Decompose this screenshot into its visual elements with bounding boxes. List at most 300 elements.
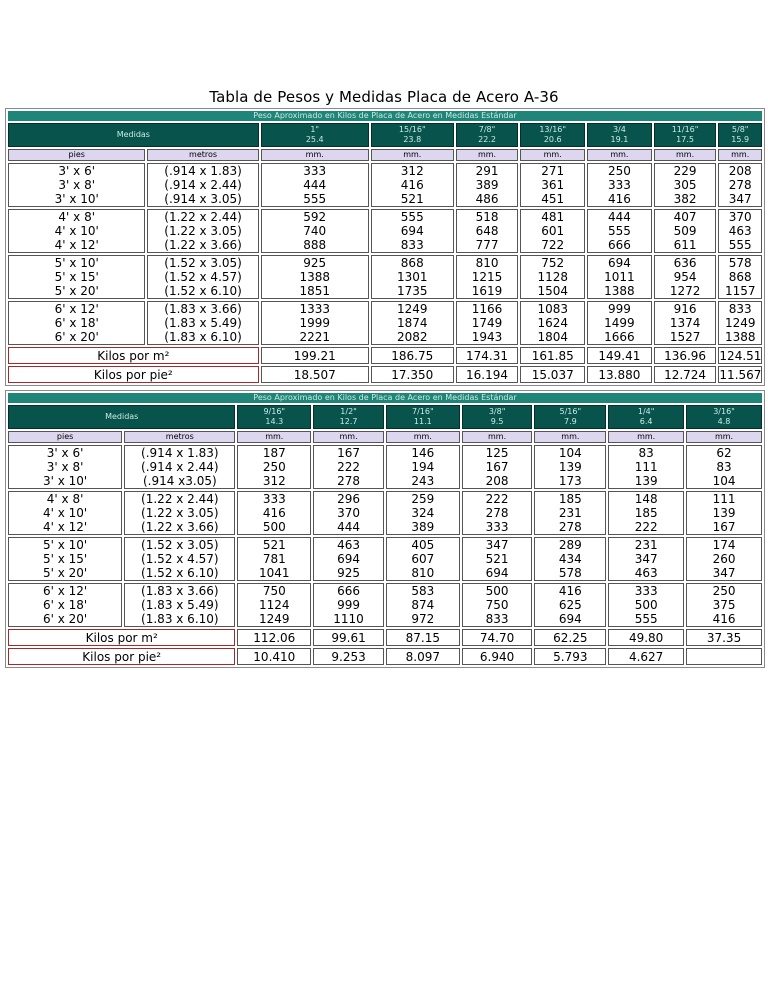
weight-cell bbox=[386, 537, 460, 581]
thickness-header bbox=[587, 123, 652, 147]
pies-value: 5' x 20' bbox=[42, 566, 88, 580]
weight-value: 486 bbox=[475, 192, 499, 206]
unit-label: mm. bbox=[534, 431, 606, 443]
weight-value: 139 bbox=[558, 460, 582, 474]
size-group-row bbox=[8, 583, 762, 627]
weight-value: 500 bbox=[634, 598, 658, 612]
pies-header: pies bbox=[8, 149, 145, 161]
weight-value: 578 bbox=[558, 566, 582, 580]
unit-row bbox=[8, 149, 762, 161]
weight-value: 167 bbox=[485, 460, 509, 474]
weight-value: 521 bbox=[485, 552, 509, 566]
thickness-header bbox=[386, 405, 460, 429]
weight-value: 146 bbox=[411, 446, 435, 460]
metros-value: (1.22 x 2.44) bbox=[141, 492, 219, 506]
metros-value: (1.22 x 3.66) bbox=[141, 520, 219, 534]
weight-value: 333 bbox=[607, 178, 631, 192]
weight-cell bbox=[587, 163, 652, 207]
weight-value: 389 bbox=[411, 520, 435, 534]
pies-value: 6' x 20' bbox=[54, 330, 99, 344]
weight-value: 83 bbox=[638, 446, 654, 460]
weight-value: 382 bbox=[673, 192, 697, 206]
weight-value: 416 bbox=[558, 584, 582, 598]
weight-value: 389 bbox=[475, 178, 499, 192]
thickness-mm: 12.7 bbox=[339, 417, 358, 426]
weight-value: 583 bbox=[411, 584, 435, 598]
weight-value: 416 bbox=[607, 192, 631, 206]
metros-value: (1.22 x 3.66) bbox=[164, 238, 242, 252]
weight-cell bbox=[520, 163, 585, 207]
weight-value: 324 bbox=[411, 506, 435, 520]
thickness-inch: 1/4" bbox=[637, 407, 655, 416]
weight-value: 312 bbox=[400, 164, 424, 178]
weight-value: 2082 bbox=[396, 330, 428, 344]
weight-cell bbox=[237, 583, 311, 627]
weight-value: 521 bbox=[400, 192, 424, 206]
weight-value: 481 bbox=[541, 210, 565, 224]
weight-value: 601 bbox=[541, 224, 565, 238]
weight-cell bbox=[237, 491, 311, 535]
weight-value: 278 bbox=[337, 474, 361, 488]
weight-value: 250 bbox=[607, 164, 631, 178]
weight-cell bbox=[520, 209, 585, 253]
kilos-m2-value: 112.06 bbox=[237, 629, 311, 646]
pies-value: 3' x 10' bbox=[42, 474, 88, 488]
weight-cell bbox=[261, 301, 369, 345]
thickness-mm: 20.6 bbox=[543, 135, 562, 144]
table-caption: Peso Aproximado en Kilos de Placa de Acero en Medidas Estándar bbox=[8, 393, 762, 403]
weight-value: 611 bbox=[673, 238, 697, 252]
thickness-mm: 22.2 bbox=[478, 135, 496, 144]
thickness-mm: 7.9 bbox=[563, 417, 577, 426]
kilos-m2-value: 49.80 bbox=[608, 629, 684, 646]
weight-value: 694 bbox=[558, 612, 582, 626]
weight-cell bbox=[534, 491, 606, 535]
kilos-pie2-value: 9.253 bbox=[313, 648, 384, 665]
unit-label: mm. bbox=[456, 149, 519, 161]
weight-value: 500 bbox=[262, 520, 286, 534]
weight-cell bbox=[520, 301, 585, 345]
weight-value: 1619 bbox=[471, 284, 503, 298]
weight-cell bbox=[654, 209, 717, 253]
kilos-m2-value: 87.15 bbox=[386, 629, 460, 646]
weight-value: 1157 bbox=[724, 284, 756, 298]
weight-value: 125 bbox=[485, 446, 509, 460]
pies-value: 4' x 10' bbox=[42, 506, 88, 520]
size-group-row bbox=[8, 445, 762, 489]
weight-value: 666 bbox=[607, 238, 631, 252]
kilos-pie2-value: 18.507 bbox=[261, 366, 369, 383]
pies-value: 3' x 8' bbox=[46, 460, 84, 474]
weight-value: 1749 bbox=[471, 316, 503, 330]
weight-value: 1249 bbox=[259, 612, 290, 626]
metros-value: (1.83 x 5.49) bbox=[164, 316, 242, 330]
table-caption: Peso Aproximado en Kilos de Placa de Acero en Medidas Estándar bbox=[8, 111, 762, 121]
thickness-inch: 1/2" bbox=[340, 407, 357, 416]
weight-value: 781 bbox=[262, 552, 286, 566]
pies-header: pies bbox=[8, 431, 122, 443]
weight-value: 111 bbox=[712, 492, 736, 506]
pies-value: 3' x 10' bbox=[54, 192, 99, 206]
weight-value: 2221 bbox=[299, 330, 330, 344]
kilos-m2-value: 161.85 bbox=[520, 347, 585, 364]
weights-table-2 bbox=[5, 390, 765, 668]
weight-cell bbox=[686, 491, 762, 535]
unit-label: mm. bbox=[587, 149, 652, 161]
pies-value: 5' x 10' bbox=[42, 538, 88, 552]
weight-value: 555 bbox=[607, 224, 631, 238]
unit-label: mm. bbox=[654, 149, 717, 161]
pies-value: 3' x 6' bbox=[46, 446, 84, 460]
unit-label: mm. bbox=[608, 431, 684, 443]
kilos-m2-value: 149.41 bbox=[587, 347, 652, 364]
weight-value: 291 bbox=[475, 164, 499, 178]
thickness-inch: 13/16" bbox=[539, 125, 567, 134]
weight-value: 229 bbox=[673, 164, 697, 178]
weight-value: 187 bbox=[262, 446, 286, 460]
kilos-pie2-value: 11.567 bbox=[719, 367, 762, 382]
pies-cell bbox=[8, 301, 145, 345]
weight-value: 167 bbox=[337, 446, 361, 460]
weight-value: 592 bbox=[303, 210, 327, 224]
pies-value: 4' x 8' bbox=[58, 210, 96, 224]
thickness-inch: 7/8" bbox=[478, 125, 496, 134]
weight-value: 868 bbox=[728, 270, 752, 284]
weight-cell bbox=[386, 445, 460, 489]
weight-value: 416 bbox=[400, 178, 424, 192]
weight-cell bbox=[261, 209, 369, 253]
weight-cell bbox=[686, 583, 762, 627]
weight-value: 463 bbox=[634, 566, 658, 580]
weight-value: 271 bbox=[541, 164, 565, 178]
thickness-mm: 15.9 bbox=[731, 135, 750, 144]
kilos-pie2-value: 5.793 bbox=[534, 648, 606, 665]
weight-cell bbox=[686, 537, 762, 581]
thickness-inch: 5/8" bbox=[731, 125, 749, 134]
weight-value: 1999 bbox=[299, 316, 330, 330]
metros-header: metros bbox=[147, 149, 258, 161]
thickness-inch: 7/16" bbox=[412, 407, 434, 416]
thickness-inch: 5/16" bbox=[559, 407, 582, 416]
weight-cell bbox=[654, 301, 717, 345]
kilos-m2-value: 74.70 bbox=[462, 629, 533, 646]
weight-value: 578 bbox=[728, 256, 752, 270]
weight-value: 694 bbox=[485, 566, 509, 580]
caption-row bbox=[8, 111, 762, 121]
weight-value: 208 bbox=[728, 164, 752, 178]
weight-value: 555 bbox=[303, 192, 327, 206]
weight-value: 289 bbox=[558, 538, 582, 552]
weight-value: 444 bbox=[607, 210, 631, 224]
weights-table-1 bbox=[5, 108, 765, 386]
metros-value: (1.83 x 6.10) bbox=[164, 330, 242, 344]
metros-cell bbox=[147, 255, 258, 299]
weight-value: 111 bbox=[634, 460, 658, 474]
pies-value: 4' x 12' bbox=[42, 520, 88, 534]
pies-cell bbox=[8, 491, 122, 535]
weight-value: 416 bbox=[712, 612, 736, 626]
thickness-mm: 11.1 bbox=[413, 417, 432, 426]
weight-value: 451 bbox=[541, 192, 565, 206]
metros-value: (1.52 x 6.10) bbox=[164, 284, 242, 298]
weight-cell bbox=[686, 445, 762, 489]
weight-value: 500 bbox=[485, 584, 509, 598]
weight-cell bbox=[718, 301, 762, 345]
unit-label: mm. bbox=[686, 431, 762, 443]
pies-cell bbox=[8, 255, 145, 299]
metros-value: (1.52 x 4.57) bbox=[164, 270, 242, 284]
kilos-m2-value: 99.61 bbox=[313, 629, 384, 646]
weight-value: 173 bbox=[558, 474, 582, 488]
weight-value: 104 bbox=[712, 474, 736, 488]
metros-cell bbox=[124, 583, 235, 627]
weight-value: 444 bbox=[337, 520, 361, 534]
header-row bbox=[8, 123, 762, 147]
kilos-m2-value: 199.21 bbox=[261, 347, 369, 364]
weight-cell bbox=[386, 491, 460, 535]
weight-cell bbox=[462, 583, 533, 627]
kilos-pie2-value: 8.097 bbox=[386, 648, 460, 665]
thickness-mm: 17.5 bbox=[676, 135, 694, 144]
weight-value: 405 bbox=[411, 538, 435, 552]
thickness-header bbox=[608, 405, 684, 429]
kilos-m2-label: Kilos por m² bbox=[8, 347, 259, 364]
pies-cell bbox=[8, 445, 122, 489]
weight-value: 972 bbox=[411, 612, 435, 626]
weight-value: 1011 bbox=[604, 270, 635, 284]
thickness-inch: 3/4 bbox=[612, 125, 626, 134]
weight-cell bbox=[313, 491, 384, 535]
weight-value: 1388 bbox=[604, 284, 635, 298]
thickness-mm: 14.3 bbox=[265, 417, 284, 426]
weight-value: 555 bbox=[634, 612, 658, 626]
weight-value: 347 bbox=[728, 192, 752, 206]
kilos-pie2-value bbox=[686, 648, 762, 665]
weight-cell bbox=[587, 301, 652, 345]
weight-value: 231 bbox=[634, 538, 658, 552]
weight-value: 999 bbox=[337, 598, 361, 612]
kilos-m2-value: 37.35 bbox=[686, 629, 762, 646]
metros-cell bbox=[124, 537, 235, 581]
weight-cell bbox=[654, 255, 717, 299]
kilos-pie2-row bbox=[8, 648, 762, 665]
metros-value: (1.52 x 3.05) bbox=[164, 256, 242, 270]
weight-value: 370 bbox=[728, 210, 752, 224]
thickness-mm: 4.8 bbox=[717, 417, 731, 426]
metros-value: (.914 x 1.83) bbox=[141, 446, 219, 460]
thickness-inch: 15/16" bbox=[398, 125, 426, 134]
size-group-row bbox=[8, 255, 762, 299]
weight-value: 208 bbox=[485, 474, 509, 488]
weight-value: 925 bbox=[303, 256, 327, 270]
weight-cell bbox=[386, 583, 460, 627]
weight-cell bbox=[456, 301, 519, 345]
kilos-m2-label: Kilos por m² bbox=[8, 629, 235, 646]
kilos-m2-row bbox=[8, 347, 762, 364]
thickness-header bbox=[313, 405, 384, 429]
weight-value: 1272 bbox=[669, 284, 701, 298]
weight-cell bbox=[371, 209, 454, 253]
weight-value: 750 bbox=[262, 584, 286, 598]
weight-value: 694 bbox=[337, 552, 361, 566]
kilos-pie2-value: 6.940 bbox=[462, 648, 533, 665]
kilos-m2-value: 62.25 bbox=[534, 629, 606, 646]
thickness-inch: 11/16" bbox=[671, 125, 699, 134]
weight-value: 1215 bbox=[471, 270, 503, 284]
thickness-header bbox=[520, 123, 585, 147]
weight-value: 1527 bbox=[669, 330, 701, 344]
pies-value: 5' x 20' bbox=[54, 284, 99, 298]
thickness-header bbox=[686, 405, 762, 429]
weight-value: 750 bbox=[485, 598, 509, 612]
weight-cell bbox=[718, 209, 762, 253]
unit-label: mm. bbox=[313, 431, 384, 443]
metros-value: (1.22 x 3.05) bbox=[141, 506, 219, 520]
pies-cell bbox=[8, 537, 122, 581]
weight-value: 416 bbox=[262, 506, 286, 520]
unit-label: mm. bbox=[237, 431, 311, 443]
weight-value: 625 bbox=[558, 598, 582, 612]
kilos-pie2-value: 4.627 bbox=[608, 648, 684, 665]
weight-value: 555 bbox=[728, 238, 752, 252]
weight-value: 518 bbox=[475, 210, 499, 224]
metros-header: metros bbox=[124, 431, 235, 443]
metros-value: (1.83 x 3.66) bbox=[164, 302, 242, 316]
thickness-inch: 9/16" bbox=[263, 407, 286, 416]
weight-value: 868 bbox=[400, 256, 424, 270]
weight-value: 296 bbox=[337, 492, 361, 506]
kilos-pie2-row bbox=[8, 366, 762, 383]
thickness-header bbox=[261, 123, 369, 147]
metros-value: (1.22 x 3.05) bbox=[164, 224, 242, 238]
weight-cell bbox=[718, 255, 762, 299]
pies-value: 3' x 6' bbox=[58, 164, 96, 178]
weight-cell bbox=[608, 537, 684, 581]
pies-value: 6' x 18' bbox=[54, 316, 99, 330]
weight-value: 1388 bbox=[724, 330, 756, 344]
pies-cell bbox=[8, 583, 122, 627]
thickness-inch: 1" bbox=[310, 125, 320, 134]
weight-value: 185 bbox=[634, 506, 658, 520]
metros-value: (.914 x3.05) bbox=[142, 474, 217, 488]
metros-value: (1.22 x 2.44) bbox=[164, 210, 242, 224]
kilos-pie2-label: Kilos por pie² bbox=[8, 648, 235, 665]
weight-value: 555 bbox=[400, 210, 424, 224]
weight-value: 260 bbox=[712, 552, 736, 566]
weight-value: 954 bbox=[673, 270, 697, 284]
weight-value: 888 bbox=[303, 238, 327, 252]
weight-cell bbox=[462, 491, 533, 535]
weight-value: 1333 bbox=[299, 302, 330, 316]
weight-value: 1943 bbox=[471, 330, 503, 344]
weight-value: 1041 bbox=[259, 566, 290, 580]
kilos-m2-value: 174.31 bbox=[456, 347, 519, 364]
unit-label: mm. bbox=[261, 149, 369, 161]
pies-value: 5' x 15' bbox=[42, 552, 88, 566]
metros-value: (.914 x 1.83) bbox=[164, 164, 242, 178]
weight-value: 347 bbox=[485, 538, 509, 552]
unit-row bbox=[8, 431, 762, 443]
weight-value: 83 bbox=[716, 460, 732, 474]
kilos-m2-value: 124.51 bbox=[719, 348, 762, 363]
thickness-header bbox=[654, 123, 717, 147]
weight-value: 694 bbox=[607, 256, 631, 270]
pies-value: 6' x 12' bbox=[42, 584, 88, 598]
kilos-pie2-value: 12.724 bbox=[654, 366, 717, 383]
weight-value: 777 bbox=[475, 238, 499, 252]
thickness-mm: 25.4 bbox=[305, 135, 324, 144]
pies-value: 5' x 10' bbox=[54, 256, 99, 270]
weight-value: 278 bbox=[558, 520, 582, 534]
weight-cell bbox=[261, 163, 369, 207]
weight-cell bbox=[456, 209, 519, 253]
kilos-pie2-value: 17.350 bbox=[371, 366, 454, 383]
weight-value: 1388 bbox=[299, 270, 330, 284]
kilos-m2-row bbox=[8, 629, 762, 646]
weight-value: 722 bbox=[541, 238, 565, 252]
weight-value: 509 bbox=[673, 224, 697, 238]
weight-value: 1504 bbox=[537, 284, 568, 298]
caption-row bbox=[8, 393, 762, 403]
weight-value: 250 bbox=[262, 460, 286, 474]
size-group-row bbox=[8, 537, 762, 581]
weight-value: 185 bbox=[558, 492, 582, 506]
weight-value: 1110 bbox=[333, 612, 364, 626]
metros-cell bbox=[147, 209, 258, 253]
weight-cell bbox=[456, 163, 519, 207]
weight-cell bbox=[654, 163, 717, 207]
pies-cell bbox=[8, 209, 145, 253]
medidas-header: Medidas bbox=[8, 405, 235, 429]
weight-value: 222 bbox=[485, 492, 509, 506]
weight-cell bbox=[718, 163, 762, 207]
kilos-pie2-label: Kilos por pie² bbox=[8, 366, 259, 383]
weight-value: 833 bbox=[485, 612, 509, 626]
kilos-m2-value: 186.75 bbox=[371, 347, 454, 364]
weight-cell bbox=[313, 583, 384, 627]
weight-value: 463 bbox=[728, 224, 752, 238]
weight-value: 167 bbox=[712, 520, 736, 534]
thickness-header bbox=[371, 123, 454, 147]
weight-value: 305 bbox=[673, 178, 697, 192]
weight-value: 444 bbox=[303, 178, 327, 192]
weight-value: 194 bbox=[411, 460, 435, 474]
unit-label: mm. bbox=[462, 431, 533, 443]
weight-value: 375 bbox=[712, 598, 736, 612]
weight-cell bbox=[608, 445, 684, 489]
weight-value: 752 bbox=[541, 256, 565, 270]
weight-value: 259 bbox=[411, 492, 435, 506]
weight-cell bbox=[237, 445, 311, 489]
weight-value: 810 bbox=[411, 566, 435, 580]
weight-value: 916 bbox=[673, 302, 697, 316]
thickness-header bbox=[534, 405, 606, 429]
weight-value: 521 bbox=[262, 538, 286, 552]
weight-value: 250 bbox=[712, 584, 736, 598]
thickness-mm: 23.8 bbox=[403, 135, 422, 144]
weight-value: 1666 bbox=[604, 330, 635, 344]
weight-value: 1166 bbox=[471, 302, 503, 316]
weight-value: 694 bbox=[400, 224, 424, 238]
metros-value: (1.52 x 4.57) bbox=[141, 552, 219, 566]
weight-value: 925 bbox=[337, 566, 361, 580]
weight-cell bbox=[313, 445, 384, 489]
weight-value: 312 bbox=[262, 474, 286, 488]
weight-value: 648 bbox=[475, 224, 499, 238]
kilos-pie2-value: 13.880 bbox=[587, 366, 652, 383]
weight-value: 1624 bbox=[537, 316, 568, 330]
metros-value: (.914 x 2.44) bbox=[141, 460, 219, 474]
